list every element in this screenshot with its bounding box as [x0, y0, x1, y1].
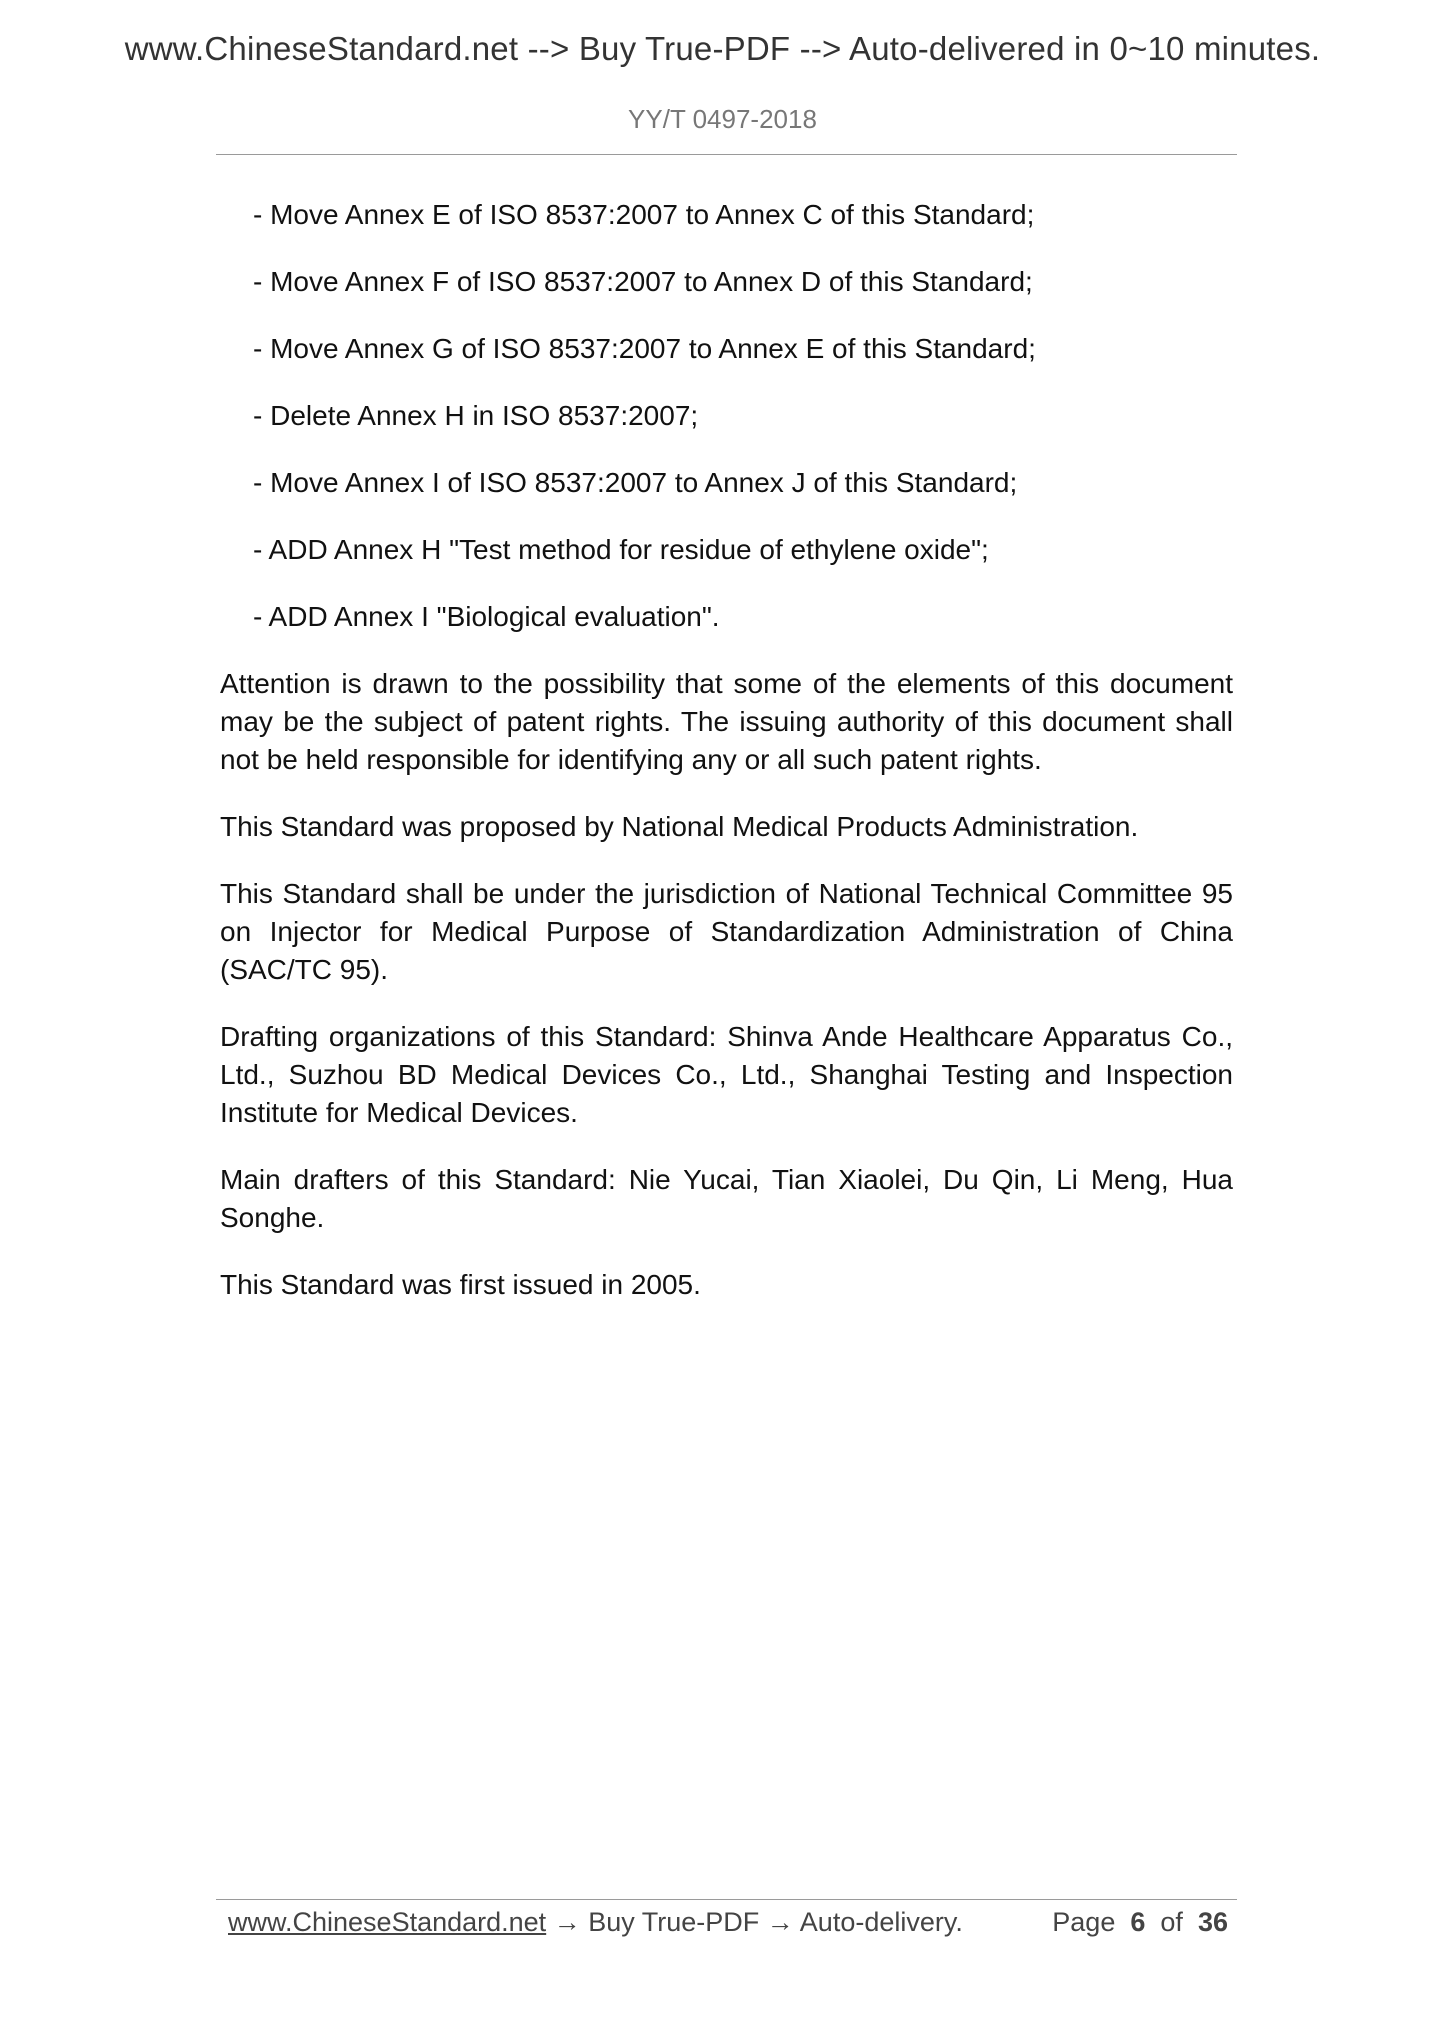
change-item: - Move Annex E of ISO 8537:2007 to Annex C of this Standard;	[253, 199, 1035, 230]
change-list	[220, 196, 1233, 636]
total-page-count: 36	[1197, 1907, 1228, 1937]
top-banner: www.ChineseStandard.net --> Buy True-PDF --> Auto-delivered in 0~10 minutes.	[124, 30, 1321, 67]
change-item: - Move Annex G of ISO 8537:2007 to Annex E of this Standard;	[253, 333, 1036, 364]
patent-notice-paragraph: Attention is drawn to the possibility that some of the elements of this document may be the subject of patent rights. The issuing authority of this document shall not be held responsible for identifying any or all such patent rights.	[220, 668, 1233, 775]
proposer-paragraph: This Standard was proposed by National Medical Products Administration.	[220, 811, 1139, 842]
change-item: - Move Annex I of ISO 8537:2007 to Annex J of this Standard;	[253, 467, 1018, 498]
page-body	[220, 196, 1233, 1333]
drafting-organizations-paragraph: Drafting organizations of this Standard: Shinva Ande Healthcare Apparatus Co., Ltd., Suzhou BD Medical Devices Co., Ltd., Shanghai Testing and Inspection Institute for Medical Devices.	[220, 1021, 1233, 1128]
footer-site-link[interactable]: www.ChineseStandard.net	[228, 1907, 547, 1937]
change-item: - Move Annex F of ISO 8537:2007 to Annex D of this Standard;	[253, 266, 1033, 297]
current-page-number: 6	[1130, 1907, 1146, 1937]
arrow-right-icon: →	[553, 1907, 581, 1937]
page-footer	[228, 1903, 1228, 1941]
footer-divider	[216, 1899, 1237, 1900]
change-item: - ADD Annex I "Biological evaluation".	[253, 601, 720, 632]
footer-buy-text: Buy True-PDF	[588, 1907, 760, 1937]
of-word: of	[1160, 1907, 1183, 1937]
arrow-right-icon: →	[766, 1907, 794, 1937]
jurisdiction-paragraph: This Standard shall be under the jurisdiction of National Technical Committee 95 on Injector for Medical Purpose of Standardization Administration of China (SAC/TC 95).	[220, 878, 1233, 985]
document-code: YY/T 0497-2018	[628, 104, 817, 134]
header-divider	[216, 154, 1237, 155]
main-drafters-paragraph: Main drafters of this Standard: Nie Yucai, Tian Xiaolei, Du Qin, Li Meng, Hua Songhe.	[220, 1164, 1233, 1233]
page-indicator	[1052, 1903, 1228, 1941]
first-issued-paragraph: This Standard was first issued in 2005.	[220, 1269, 701, 1300]
change-item: - Delete Annex H in ISO 8537:2007;	[253, 400, 699, 431]
footer-delivery-text: Auto-delivery.	[799, 1907, 963, 1937]
change-item: - ADD Annex H "Test method for residue of ethylene oxide";	[253, 534, 989, 565]
page-word: Page	[1052, 1907, 1116, 1937]
